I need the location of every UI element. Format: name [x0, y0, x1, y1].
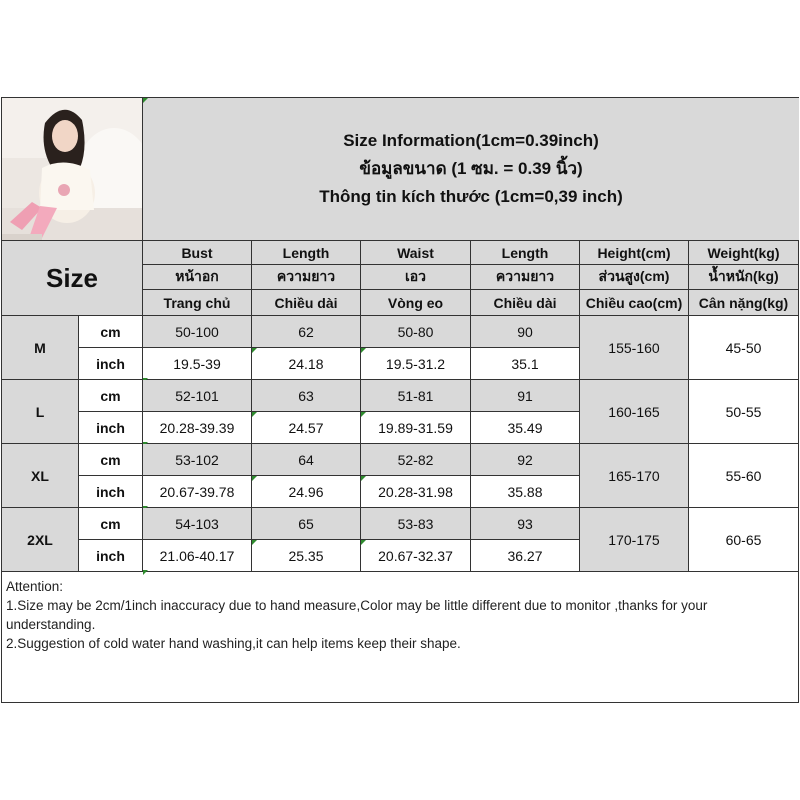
cell-corner-mark: [252, 476, 257, 481]
column-header-th: เอว: [361, 265, 471, 290]
attention-notes: [2, 575, 798, 703]
column-header-vi: Chiều dài: [471, 290, 580, 316]
measurement-inch: 36.27: [471, 540, 580, 572]
size-name: 2XL: [2, 508, 79, 572]
size-name: M: [2, 316, 79, 380]
weight-range: 50-55: [689, 380, 799, 444]
column-header-en: Bust: [143, 241, 252, 265]
unit-label-cm: cm: [79, 444, 143, 476]
measurement-inch: 25.35: [252, 540, 361, 572]
cell-corner-mark: [252, 348, 257, 353]
attention-line-1: 1.Size may be 2cm/1inch inaccuracy due to hand measure,Color may be little different due to monitor ,thanks for your understanding.: [6, 598, 708, 632]
cell-corner-mark: [361, 476, 366, 481]
measurement-cm: 91: [471, 380, 580, 412]
column-header-th: ส่วนสูง(cm): [580, 265, 689, 290]
measurement-cm: 50-100: [143, 316, 252, 348]
title-vietnamese: Thông tin kích thước (1cm=0,39 inch): [319, 187, 623, 206]
size-chart: [1, 97, 799, 703]
column-header-vi: Chiều cao(cm): [580, 290, 689, 316]
measurement-cm: 65: [252, 508, 361, 540]
measurement-inch: 35.49: [471, 412, 580, 444]
size-name: XL: [2, 444, 79, 508]
product-photo: [2, 98, 143, 241]
unit-label-inch: inch: [79, 348, 143, 380]
column-header-en: Length: [252, 241, 361, 265]
unit-label-cm: cm: [79, 316, 143, 348]
unit-label-cm: cm: [79, 508, 143, 540]
measurement-inch: 24.18: [252, 348, 361, 380]
size-name: L: [2, 380, 79, 444]
measurement-inch: 20.28-39.39: [143, 412, 252, 444]
unit-label-cm: cm: [79, 380, 143, 412]
measurement-cm: 53-102: [143, 444, 252, 476]
column-header-vi: Chiều dài: [252, 290, 361, 316]
model-photo-image: [2, 98, 143, 241]
title-thai: ข้อมูลขนาด (1 ซม. = 0.39 นิ้ว): [359, 159, 583, 178]
measurement-cm: 54-103: [143, 508, 252, 540]
measurement-inch: 20.67-39.78: [143, 476, 252, 508]
column-header-en: Weight(kg): [689, 241, 799, 265]
unit-label-inch: inch: [79, 476, 143, 508]
cell-corner-mark: [143, 98, 148, 103]
measurement-cm: 52-101: [143, 380, 252, 412]
measurement-cm: 63: [252, 380, 361, 412]
height-range: 170-175: [580, 508, 689, 572]
weight-range: 55-60: [689, 444, 799, 508]
cell-corner-mark: [361, 540, 366, 545]
measurement-cm: 52-82: [361, 444, 471, 476]
measurement-cm: 92: [471, 444, 580, 476]
height-range: 165-170: [580, 444, 689, 508]
column-header-th: ความยาว: [252, 265, 361, 290]
measurement-cm: 93: [471, 508, 580, 540]
weight-range: 60-65: [689, 508, 799, 572]
measurement-inch: 19.5-31.2: [361, 348, 471, 380]
measurement-inch: 20.67-32.37: [361, 540, 471, 572]
measurement-inch: 24.96: [252, 476, 361, 508]
measurement-cm: 64: [252, 444, 361, 476]
attention-line-2: 2.Suggestion of cold water hand washing,it can help items keep their shape.: [6, 636, 461, 651]
unit-label-inch: inch: [79, 540, 143, 572]
column-header-th: น้ำหนัก(kg): [689, 265, 799, 290]
attention-heading: Attention:: [6, 579, 64, 594]
measurement-cm: 51-81: [361, 380, 471, 412]
column-header-vi: Vòng eo: [361, 290, 471, 316]
weight-range: 45-50: [689, 316, 799, 380]
measurement-cm: 53-83: [361, 508, 471, 540]
column-header-en: Height(cm): [580, 241, 689, 265]
column-header-th: ความยาว: [471, 265, 580, 290]
column-header-vi: Cân nặng(kg): [689, 290, 799, 316]
size-label: Size: [2, 241, 143, 316]
measurement-inch: 24.57: [252, 412, 361, 444]
column-header-en: Waist: [361, 241, 471, 265]
measurement-inch: 19.5-39: [143, 348, 252, 380]
unit-label-inch: inch: [79, 412, 143, 444]
measurement-cm: 90: [471, 316, 580, 348]
cell-corner-mark: [361, 412, 366, 417]
height-range: 155-160: [580, 316, 689, 380]
measurement-cm: 62: [252, 316, 361, 348]
size-information-banner: [143, 98, 799, 241]
cell-corner-mark: [252, 412, 257, 417]
height-range: 160-165: [580, 380, 689, 444]
column-header-th: หน้าอก: [143, 265, 252, 290]
column-header-en: Length: [471, 241, 580, 265]
cell-corner-mark: [252, 540, 257, 545]
measurement-cm: 50-80: [361, 316, 471, 348]
title-english: Size Information(1cm=0.39inch): [343, 131, 599, 150]
cell-corner-mark: [361, 348, 366, 353]
measurement-inch: 19.89-31.59: [361, 412, 471, 444]
measurement-inch: 20.28-31.98: [361, 476, 471, 508]
measurement-inch: 35.1: [471, 348, 580, 380]
measurement-inch: 35.88: [471, 476, 580, 508]
column-header-vi: Trang chủ: [143, 290, 252, 316]
measurement-inch: 21.06-40.17: [143, 540, 252, 572]
